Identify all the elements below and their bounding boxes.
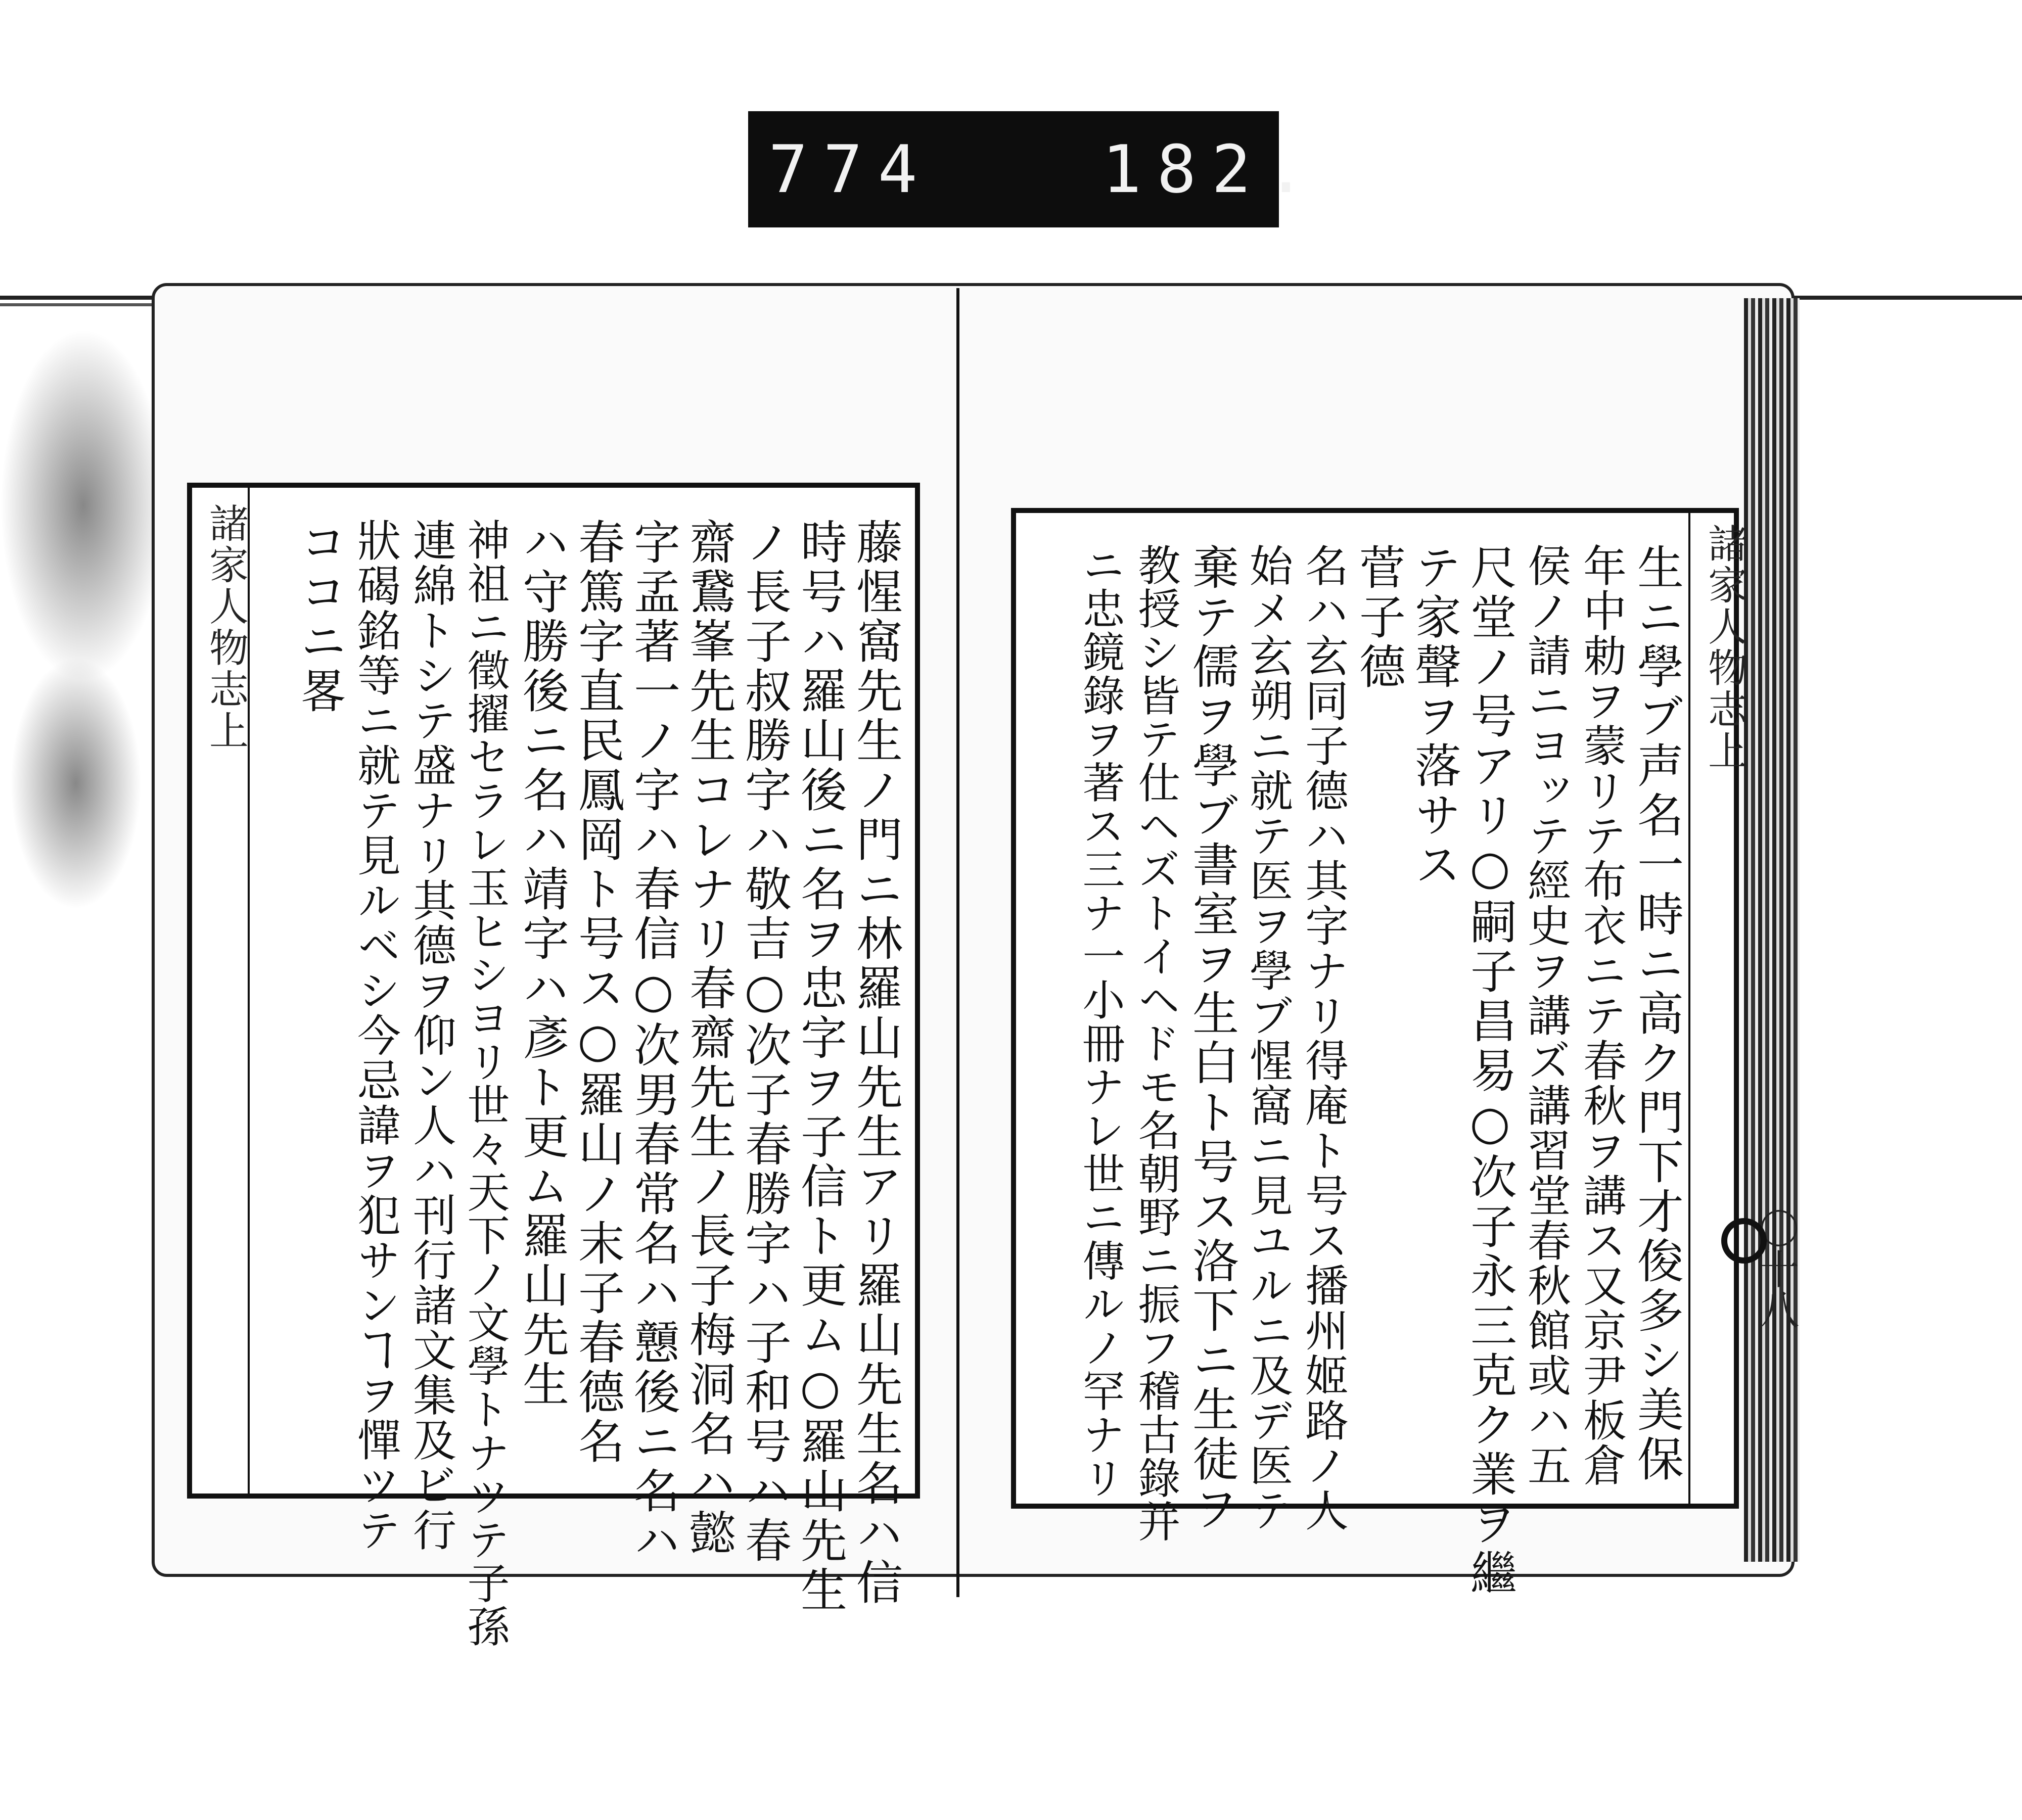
text-column: 侯ノ請ニヨッテ經史ヲ講ズ講習堂春秋館或ハ五 [1520,543,1571,1488]
text-column: 棄テ儒ヲ學ブ書室ヲ生白ト号ス洛下ニ生徒ヲ [1185,543,1239,1534]
text-column: 尺堂ノ号アリ○嗣子昌易○次子永三克ク業ヲ繼 [1463,543,1517,1599]
left-margin-title: 諸家人物志上 [203,503,248,752]
text-column: 神祖ニ徵擢セラレ玉ヒシヨリ世々天下ノ文學トナツテ子孫 [461,518,510,1648]
right-page [1011,508,1747,1599]
left-page [187,483,920,1648]
margin-rule [1688,513,1690,1504]
text-column: ココニ畧 [293,518,347,716]
entry-heading: 菅子德 [1352,543,1406,692]
catalog-label [748,111,1321,227]
text-column: 連綿トシテ盛ナリ其德ヲ仰ン人ハ刊行諸文集及ビ行 [405,518,456,1553]
text-column: 名ハ玄同子德ハ其字ナリ得庵ト号ス播州姬路ノ人 [1298,543,1348,1533]
text-column: テ家聲ヲ落サス [1407,543,1461,890]
folio-number: 〇十八 [1752,1208,1799,1329]
text-column: 年中勅ヲ蒙リテ布衣ニテ春秋ヲ講ス又京尹板倉 [1576,543,1626,1488]
text-column: 春篤字直民鳳岡ト号ス○羅山ノ末子春德名 [571,518,625,1467]
text-column: 始メ玄朔ニ就テ医ヲ學ブ惺窩ニ見ユルニ及デ医テ [1242,543,1293,1533]
text-column: 狀碣銘等ニ就テ見ルベシ今忌諱ヲ犯サンヿヲ憚ツテ [350,518,400,1553]
text-column: 字孟著一ノ字ハ春信○次男春常名ハ戅後ニ名ハ [626,518,680,1566]
catalog-number-right: 182. [1102,131,1321,208]
right-margin-title: 諸家人物志上 [1702,523,1747,772]
scan-rule-left [0,303,167,306]
text-column: ハ守勝後ニ名ハ靖字ハ彥ト更ム羅山先生 [515,518,569,1410]
book-edge [1744,298,1800,1562]
book-gutter [956,288,959,1597]
text-column: ノ長子叔勝字ハ敬吉○次子春勝字ハ子和号ハ春 [738,518,792,1566]
scan-smudge [10,657,142,910]
scan-smudge [0,329,167,682]
ring-mark [1721,1218,1767,1264]
text-column: 藤惺窩先生ノ門ニ林羅山先生アリ羅山先生名ハ信 [849,518,903,1608]
text-column: 教授シ皆テ仕ヘズトイヘドモ名朝野ニ振フ稽古錄并 [1131,543,1181,1543]
text-column: ニ忠鏡錄ヲ著ス三ナ一小冊ナレ世ニ傳ルノ罕ナリ [1076,543,1125,1500]
text-column: 生ニ學ブ声名一時ニ高ク門下才俊多シ美保 [1630,543,1684,1484]
catalog-number-left: 774 [768,131,933,208]
text-column: 時号ハ羅山後ニ名ヲ忠字ヲ子信ト更ム○羅山先生 [793,518,847,1615]
text-column: 齋鵞峯先生コレナリ春齋先生ノ長子梅洞名ハ懿 [682,518,736,1558]
